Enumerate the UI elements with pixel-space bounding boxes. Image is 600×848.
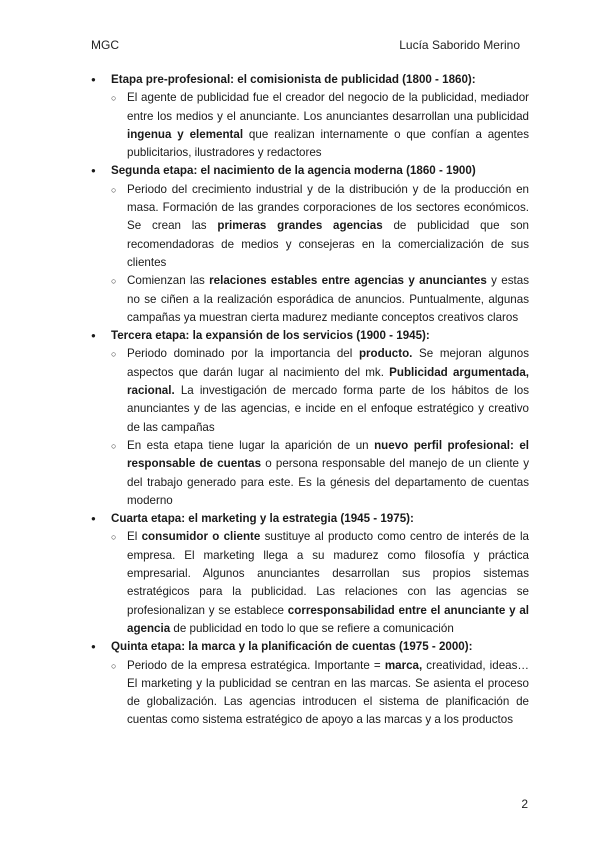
text-run: Periodo dominado por la importancia del — [127, 347, 359, 361]
stage-item — [91, 327, 529, 510]
page-header — [91, 38, 520, 52]
stage-points — [111, 345, 529, 510]
text-run: o persona responsable del manejo de un cliente y del trabajo generado para este. Es la génesis del departamento de cuentas moderno — [127, 457, 529, 507]
text-run: El agente de publicidad fue el creador del negocio de la publicidad, mediador entre los medios y el anunciante. Los anunciantes desarrollan una publicidad — [127, 91, 529, 123]
stage-point — [111, 657, 529, 730]
bold-text: relaciones estables entre agencias y anunciantes — [209, 274, 487, 288]
text-run: y estas no se ciñen a la realización esporádica de anuncios. Puntualmente, algunas campañas ya muestran cierta madurez mediante conceptos creativos claros — [127, 274, 529, 324]
stage-title: ● Tercera etapa: la expansión de los servicios (1900 - 1945): — [111, 329, 430, 343]
text-run: creatividad, ideas… El marketing y la publicidad se centran en las marcas. Se asienta el proceso de globalización. Las agencias introducen el sistema de planificación de cuentas como sistema estratégico de apoyo a las marcas y a los productos — [127, 658, 529, 727]
text-run: Periodo de la empresa estratégica. Importante = — [127, 658, 385, 672]
stage-point — [111, 528, 529, 638]
stage-title: ● Segunda etapa: el nacimiento de la agencia moderna (1860 - 1900) — [111, 164, 476, 178]
stage-title: ● Quinta etapa: la marca y la planificación de cuentas (1975 - 2000): — [111, 640, 473, 654]
bold-text: ingenua y elemental — [127, 127, 244, 141]
stage-item — [91, 638, 529, 729]
stage-point — [111, 89, 529, 162]
text-run: La investigación de mercado forma parte de los hábitos de los anunciantes y de las agencias, e incide en el enfoque estratégico y creativo de las campañas — [127, 384, 529, 434]
stage-point — [111, 272, 529, 327]
bold-text: corresponsabilidad entre el anunciante y al agencia — [127, 603, 529, 635]
text-run: de publicidad en todo lo que se refiere a comunicación — [170, 621, 454, 635]
stage-item — [91, 162, 529, 327]
stage-item — [91, 71, 529, 162]
text-run: Periodo del crecimiento industrial y de la distribución y de la producción en masa. Formación de las grandes corporaciones de los sectores económicos. Se crean las — [127, 182, 529, 233]
bold-text: marca, — [384, 658, 423, 672]
stage-title: ● Cuarta etapa: el marketing y la estrategia (1945 - 1975): — [111, 512, 414, 526]
stage-points — [111, 657, 529, 730]
bold-text: producto. — [358, 347, 413, 361]
text-run: En esta etapa tiene lugar la aparición de un — [127, 438, 375, 452]
header-course: MGC — [91, 38, 119, 52]
stage-point — [111, 181, 529, 272]
bold-text: Publicidad argumentada, racional. — [127, 365, 529, 398]
text-run: que realizan internamente o que confían a agentes publicitarios, ilustradores y redactores — [127, 127, 529, 160]
stage-point — [111, 345, 529, 436]
text-run: de publicidad que son recomendadoras de medios y consejeras en la comercialización de sus clientes — [127, 219, 530, 269]
text-run: Comienzan las — [127, 274, 210, 288]
page-number: 2 — [521, 797, 528, 811]
stage-point — [111, 437, 529, 510]
bold-text: nuevo perfil profesional: el responsable de cuentas — [127, 438, 529, 471]
text-run: sustituye al producto como centro de interés de la empresa. El marketing llega a su madurez como filosofía y práctica empresarial. Algunos anunciantes desarrollan sus propios sistemas estratégicos para la publicidad. Las relaciones con las agencias se profesionalizan y se establece — [127, 530, 530, 617]
stage-title: ● Etapa pre-profesional: el comisionista de publicidad (1800 - 1860): — [111, 73, 476, 86]
document-body — [91, 71, 529, 730]
header-author: Lucía Saborido Merino — [399, 38, 520, 52]
stage-item — [91, 510, 529, 638]
bold-text: primeras grandes agencias — [217, 219, 383, 233]
stage-points — [111, 181, 529, 327]
text-run: El — [127, 530, 142, 544]
bold-text: consumidor o cliente — [141, 530, 261, 544]
stage-points — [111, 528, 529, 638]
stage-points — [111, 89, 529, 162]
text-run: Se mejoran algunos aspectos que darán lugar al nacimiento del mk. — [127, 347, 530, 379]
stage-list — [91, 71, 529, 730]
